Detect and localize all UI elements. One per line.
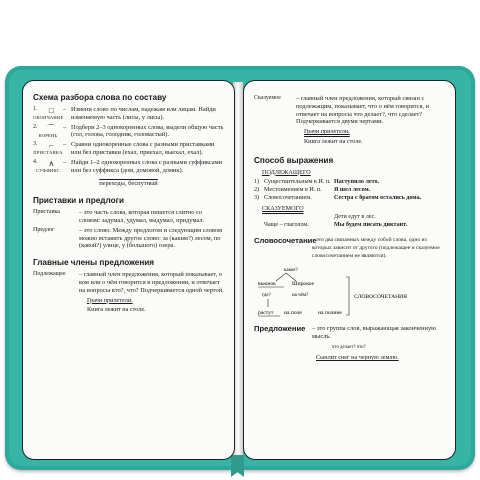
q-kakoe: какое? xyxy=(284,267,298,273)
diagram-label: СЛОВОСОЧЕТАНИЯ xyxy=(354,293,407,300)
scheme-morpheme: 1. □ ОКОНЧАНИЕ xyxy=(33,106,64,120)
preposition-term: Предлог xyxy=(33,226,55,233)
phrase-diagram-svg xyxy=(254,263,445,321)
predicate-row-2: Чаще – глаголом. Мы будем писать диктант. xyxy=(264,222,408,229)
morpheme-icon: ⌒ xyxy=(47,123,56,133)
predicate-head: СКАЗУЕМОГО xyxy=(262,204,304,212)
morpheme-icon: ∧ xyxy=(48,158,55,168)
main-members-title: Главные члены предложения xyxy=(33,258,155,268)
subject-example-1: Грачи прилетели. xyxy=(87,296,133,304)
predicate-example-1: Грачи прилетели. xyxy=(304,128,350,136)
scheme-example: переходы, беспутный xyxy=(99,180,158,188)
scheme-item: 1. □ ОКОНЧАНИЕ – Измени слово по числам, падежам или лицам. Найди изменяемую часть (лисы, у лисы). xyxy=(33,106,216,121)
preposition-text: – это слово. Между предлогом и следующим словом можно вставить другое слово: за (каким?) лесом, по (какой?) улице, у (большого) озера. xyxy=(79,226,223,250)
q-nachem: на чём? xyxy=(292,292,309,298)
prefixes-title: Приставки и предлоги xyxy=(33,196,125,206)
right-page xyxy=(243,80,456,460)
w-napoline: на полине xyxy=(318,309,342,316)
subject-head: ПОДЛЕЖАЩЕГО xyxy=(262,168,311,176)
scheme-morpheme: 3. ⌐ ПРИСТАВКА xyxy=(33,141,63,156)
subject-row xyxy=(33,271,224,294)
scheme-morpheme: 4. ∧ СУФФИКС xyxy=(33,159,63,175)
sentence-title: Предложение xyxy=(254,323,306,333)
sentence-row xyxy=(254,325,445,341)
scheme-item: 4. ∧ СУФФИКС – Найди 1–2 однокоренных слова с разными суффиксами или без суффикса (дом, домовой, домик). xyxy=(33,158,223,174)
expression-row: 1) Существительным в И. п. Наступило лето. xyxy=(254,178,380,185)
morpheme-icon: ⌐ xyxy=(48,141,54,151)
prefix-text: – это часть слова, которая пишется слитно со словом: задумал, удумал, выдумал, придумал. xyxy=(79,209,205,224)
sentence-question: что делает? что? xyxy=(332,345,366,351)
scheme-item: 3. ⌐ ПРИСТАВКА – Сравни однокоренные слова с разными приставками или без приставки (ехал, приехал, выехал, ехал). xyxy=(33,141,215,156)
prefix-row xyxy=(33,209,224,225)
expression-row: 2) Местоимением в И. п. Я шел лесом. xyxy=(254,186,371,193)
expression-title: Способ выражения xyxy=(254,155,334,165)
phrase-row xyxy=(254,237,445,260)
scheme-title: Схема разбора слова по составу xyxy=(33,93,167,102)
left-page xyxy=(22,80,235,460)
prefix-term: Приставка xyxy=(33,209,60,216)
predicate-text: – главный член предложения, который связан с подлежащим, показывает, что о нём говорится, и отвечает на вопросы что делает?, что сделает? Подчеркивается двумя чертами. xyxy=(296,95,430,126)
w-vyunok: вьюнок xyxy=(258,280,276,287)
preposition-row xyxy=(33,227,224,250)
phrase-title: Словосочетание xyxy=(254,236,317,246)
phrase-diagram xyxy=(254,263,445,321)
predicate-row-1: Дети едут в лес. xyxy=(334,214,376,221)
sentence-example: Сынлит снег на черную землю. xyxy=(316,354,399,362)
phrase-text: – это два связанных между собой слова, одно из которых зависит от другого (подлежащее и сказуемое словосочетанием не являются). xyxy=(312,237,440,259)
predicate-term: Сказуемое xyxy=(254,95,281,101)
predicate-example-2: Книга лежит на столе. xyxy=(304,137,363,145)
q-gde: где? xyxy=(262,292,271,298)
expression-row: 3) Словосочетанием. Сестра с братом остались дома. xyxy=(254,194,422,201)
subject-text: – главный член предложения, который показывает, о ком или о чём говорится в предложении, и отвечает на вопросы кто?, что? Подчеркивается одной чертой. xyxy=(79,271,224,294)
bookmark-ribbon[interactable] xyxy=(231,455,244,477)
sentence-text: – это группа слов, выражающая законченную мысль. xyxy=(312,324,436,340)
morpheme-icon: □ xyxy=(48,106,54,115)
scheme-morpheme: 2. ⌒ КОРЕНЬ xyxy=(33,124,63,140)
predicate-row xyxy=(254,95,445,126)
subject-example-2: Книга лежит на столе. xyxy=(87,306,146,314)
w-shirokoe: Широкое xyxy=(292,280,315,287)
scheme-item: 2. ⌒ КОРЕНЬ – Подбери 2–3 однокоренных слова, выдели общую часть (гол, голова, голодник, головастый). xyxy=(33,123,224,139)
w-rastut: растут xyxy=(258,309,274,316)
w-napole: на поле xyxy=(284,309,302,316)
subject-term: Подлежащее xyxy=(33,271,66,278)
